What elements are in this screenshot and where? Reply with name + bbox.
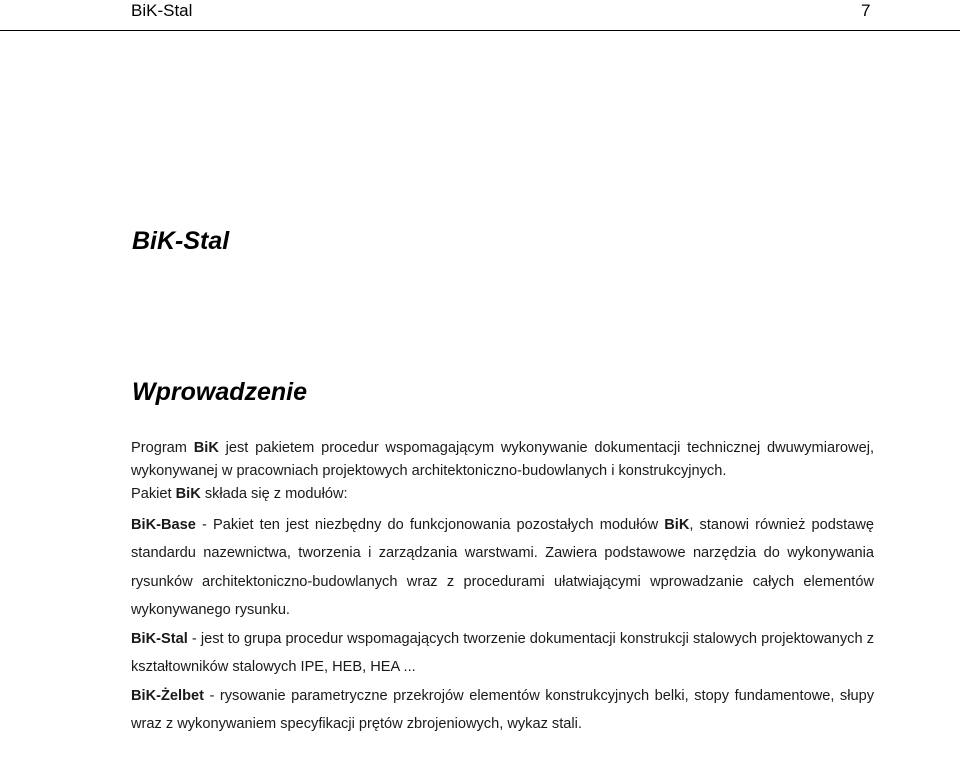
module-zelbet-text: - rysowanie parametryczne przekrojów elementów konstrukcyjnych belki, stopy fundamentowe, słupy wraz z wykonywaniem specyfikacji prętów zbrojeniowych, wykaz stali. — [131, 687, 874, 732]
module-base-text-end: , stanowi również podstawę standardu nazewnictwa, tworzenia i zarządzania warstwami. Zawiera podstawowe narzędzia do wykonywania rysunków architektoniczno-budowlanych wraz z procedurami ułatwiającymi wprowadzanie całych elementów wykonywanego rysunku. — [131, 516, 874, 618]
module-base-name: BiK-Base — [131, 516, 196, 533]
header-title: BiK-Stal — [131, 1, 193, 20]
document-body — [131, 437, 874, 739]
page-header — [0, 0, 960, 31]
modules-intro-text-start: Pakiet — [131, 486, 176, 502]
section-title: Wprowadzenie — [132, 378, 308, 406]
bik-bold-term: BiK — [193, 440, 219, 456]
module-stal-text: - jest to grupa procedur wspomagających tworzenie dokumentacji konstrukcji stalowych projektowanych z kształtowników stalowych IPE, HEB, HEA ... — [131, 630, 874, 675]
intro-text-start: Program — [131, 440, 194, 456]
module-stal-paragraph — [131, 625, 874, 682]
module-base-paragraph — [131, 511, 874, 625]
intro-paragraph — [131, 437, 874, 482]
modules-intro-text-end: składa się z modułów: — [200, 486, 348, 502]
page-number: 7 — [861, 1, 871, 20]
bik-bold-term: BiK — [664, 516, 690, 533]
module-base-text-start: - Pakiet ten jest niezbędny do funkcjonowania pozostałych modułów — [195, 516, 665, 533]
module-zelbet-name: BiK-Żelbet — [131, 687, 204, 704]
module-stal-name: BiK-Stal — [131, 630, 188, 647]
document-title: BiK-Stal — [132, 227, 230, 255]
bik-bold-term: BiK — [175, 486, 201, 502]
module-zelbet-paragraph — [131, 682, 874, 739]
intro-text-end: jest pakietem procedur wspomagającym wykonywanie dokumentacji technicznej dwuwymiarowej, wykonywanej w pracowniach projektowych architektoniczno-budowlanych i konstrukcyjnych. — [131, 440, 875, 479]
modules-intro-paragraph — [131, 483, 874, 506]
